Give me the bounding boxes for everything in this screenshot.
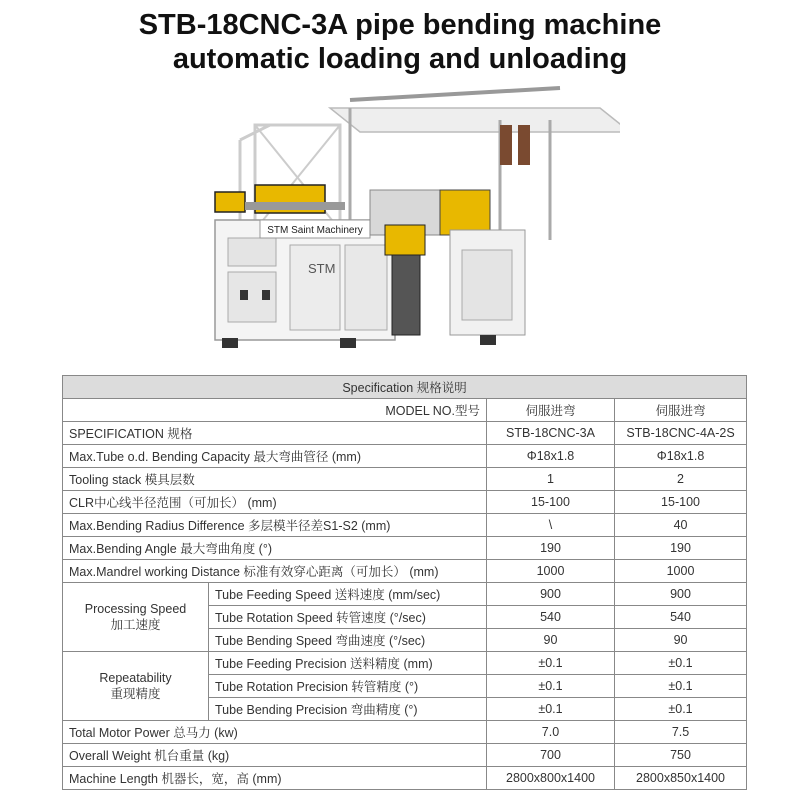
row-value-model-2: 90: [615, 629, 747, 652]
table-row: [63, 583, 747, 606]
repeatability-group: [63, 652, 209, 721]
row-value-model-1: ±0.1: [487, 652, 615, 675]
repeatability-cn: 重现精度: [110, 687, 161, 701]
table-row: [63, 514, 747, 537]
row-value-model-1: 7.0: [487, 721, 615, 744]
row-value-model-1: Φ18x1.8: [487, 445, 615, 468]
row-value-model-2: ±0.1: [615, 652, 747, 675]
model-2-name: STB-18CNC-4A-2S: [615, 422, 747, 445]
row-value-model-2: 750: [615, 744, 747, 767]
row-label: Tube Bending Precision 弯曲精度 (°): [209, 698, 487, 721]
row-value-model-1: ±0.1: [487, 698, 615, 721]
cabinet-logo-text: STM: [308, 261, 336, 276]
row-value-model-1: 2800x800x1400: [487, 767, 615, 790]
table-row: [63, 560, 747, 583]
row-value-model-2: 15-100: [615, 491, 747, 514]
row-label: Overall Weight 机台重量 (kg): [63, 744, 487, 767]
page-title: [0, 8, 800, 76]
model-1-type: 伺服进弯: [487, 399, 615, 422]
row-value-model-2: 7.5: [615, 721, 747, 744]
row-label: CLR中心线半径范围（可加长） (mm): [63, 491, 487, 514]
row-label: Tooling stack 模具层数: [63, 468, 487, 491]
brand-plate-text: STM Saint Machinery: [267, 225, 363, 236]
model-1-name: STB-18CNC-3A: [487, 422, 615, 445]
row-label: Tube Rotation Speed 转管速度 (°/sec): [209, 606, 487, 629]
row-value-model-1: 90: [487, 629, 615, 652]
model-no-label: MODEL NO.型号: [63, 399, 487, 422]
table-row: [63, 491, 747, 514]
table-row: [63, 767, 747, 790]
repeatability-en: Repeatability: [99, 671, 172, 685]
table-row: [63, 652, 747, 675]
row-value-model-1: 1: [487, 468, 615, 491]
row-value-model-2: 1000: [615, 560, 747, 583]
processing-speed-cn: 加工速度: [110, 618, 161, 632]
row-label: Total Motor Power 总马力 (kw): [63, 721, 487, 744]
specification-label: SPECIFICATION 规格: [63, 422, 487, 445]
spec-table: [62, 375, 747, 790]
model-2-type: 伺服进弯: [615, 399, 747, 422]
table-row: [63, 721, 747, 744]
table-row: [63, 744, 747, 767]
row-value-model-2: ±0.1: [615, 675, 747, 698]
row-label: Max.Bending Radius Difference 多层模半径差S1-S2 (mm): [63, 514, 487, 537]
row-value-model-2: 540: [615, 606, 747, 629]
row-value-model-2: 2800x850x1400: [615, 767, 747, 790]
row-value-model-1: 900: [487, 583, 615, 606]
row-value-model-1: ±0.1: [487, 675, 615, 698]
table-row: [63, 537, 747, 560]
row-label: Max.Bending Angle 最大弯曲角度 (°): [63, 537, 487, 560]
row-value-model-1: 700: [487, 744, 615, 767]
row-value-model-1: 540: [487, 606, 615, 629]
row-label: Tube Rotation Precision 转管精度 (°): [209, 675, 487, 698]
row-value-model-2: 900: [615, 583, 747, 606]
row-value-model-2: 190: [615, 537, 747, 560]
row-value-model-2: 2: [615, 468, 747, 491]
title-line-1: STB-18CNC-3A pipe bending machine: [138, 9, 662, 41]
machine-photo: [200, 80, 620, 360]
row-label: Tube Feeding Speed 送料速度 (mm/sec): [209, 583, 487, 606]
row-value-model-1: 190: [487, 537, 615, 560]
row-value-model-1: 15-100: [487, 491, 615, 514]
row-value-model-2: Φ18x1.8: [615, 445, 747, 468]
row-label: Tube Bending Speed 弯曲速度 (°/sec): [209, 629, 487, 652]
row-value-model-2: 40: [615, 514, 747, 537]
table-row: [63, 468, 747, 491]
row-label: Max.Mandrel working Distance 标准有效穿心距离（可加长） (mm): [63, 560, 487, 583]
row-label: Tube Feeding Precision 送料精度 (mm): [209, 652, 487, 675]
row-value-model-1: 1000: [487, 560, 615, 583]
processing-speed-group: [63, 583, 209, 652]
row-value-model-1: \: [487, 514, 615, 537]
processing-speed-en: Processing Speed: [84, 602, 187, 616]
title-line-2: automatic loading and unloading: [172, 43, 628, 75]
row-label: Max.Tube o.d. Bending Capacity 最大弯曲管径 (mm): [63, 445, 487, 468]
row-value-model-2: ±0.1: [615, 698, 747, 721]
table-row: [63, 445, 747, 468]
spec-caption: Specification 规格说明: [63, 376, 747, 399]
row-label: Machine Length 机器长，宽，高 (mm): [63, 767, 487, 790]
